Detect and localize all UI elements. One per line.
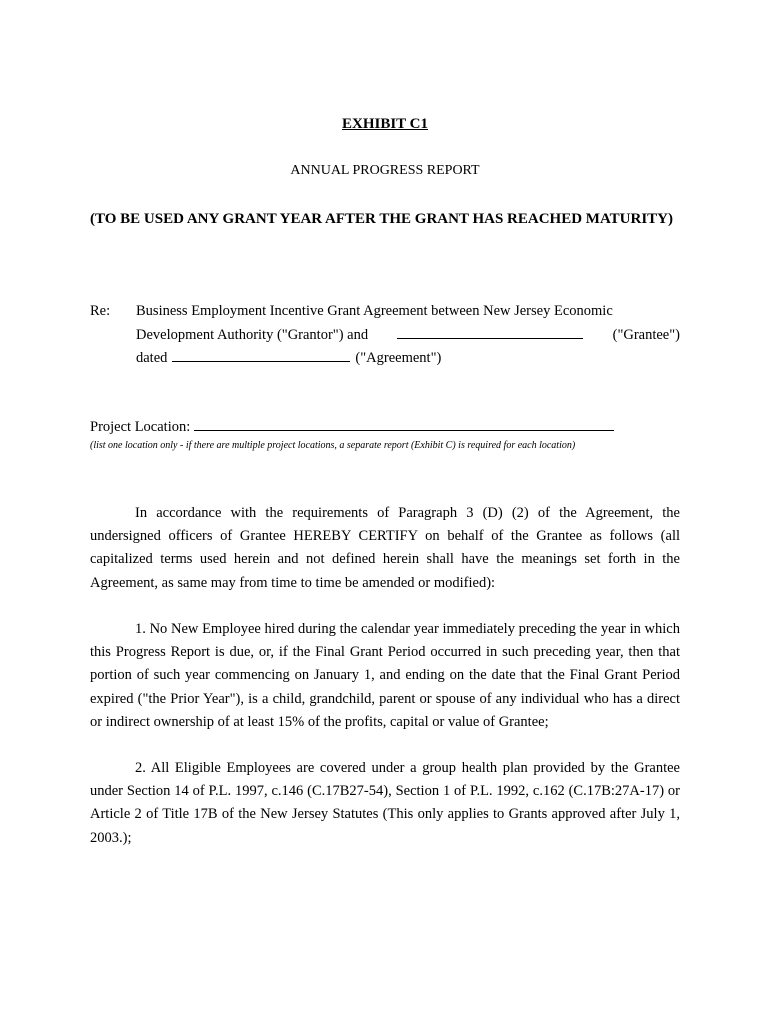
re-line-2 <box>136 324 680 348</box>
project-location-blank-field[interactable] <box>194 416 614 431</box>
grantee-label: ("Grantee") <box>612 326 680 343</box>
item-2-paragraph: 2. All Eligible Employees are covered under a group health plan provided by the Grantee under Section 14 of P.L. 1997, c.146 (C.17B27-54), Section 1 of P.L. 1992, c.162 (C.17B:27A-17) or Article 2 of Title 17B of the New Jersey Statutes (This only applies to Grants approved after July 1, 2003.); <box>90 760 680 846</box>
re-block <box>136 300 680 371</box>
project-location-label: Project Location: <box>90 419 191 435</box>
location-note: (list one location only - if there are multiple project locations, a separate report (Exhibit C) is required for each location) <box>90 440 576 451</box>
report-title: ANNUAL PROGRESS REPORT <box>290 163 480 178</box>
re-line-1 <box>136 300 680 324</box>
item-1-paragraph: 1. No New Employee hired during the calendar year immediately preceding the year in which this Progress Report is due, or, if the Final Grant Period occurred in such preceding year, then that portion of such year commencing on January 1, and ending on the date that the Final Grant Period expired ("the Prior Year"), is a child, grandchild, parent or spouse of any individual who has a direct or indirect ownership of at least 15% of the profits, capital or value of Grantee; <box>90 621 680 730</box>
certification-paragraph: In accordance with the requirements of Paragraph 3 (D) (2) of the Agreement, the undersigned officers of Grantee HEREBY CERTIFY on behalf of the Grantee as follows (all capitalized terms used herein and not defined herein shall have the meanings set forth in the Agreement, as same may from time to time be amended or modified): <box>90 505 680 591</box>
agreement-label: ("Agreement") <box>355 350 442 366</box>
re-line-2-text: Development Authority ("Grantor") and <box>136 326 369 343</box>
usage-note: (TO BE USED ANY GRANT YEAR AFTER THE GRANT HAS REACHED MATURITY) <box>90 211 674 227</box>
project-location-row <box>90 416 614 436</box>
re-line-1-text: Business Employment Incentive Grant Agreement between New Jersey Economic <box>136 303 613 319</box>
re-line-3 <box>136 347 680 371</box>
exhibit-title: EXHIBIT C1 <box>341 116 428 132</box>
dated-label: dated <box>136 350 168 366</box>
date-blank-field[interactable] <box>172 347 350 362</box>
re-label: Re: <box>90 303 111 319</box>
grantee-blank-field[interactable] <box>397 324 583 339</box>
